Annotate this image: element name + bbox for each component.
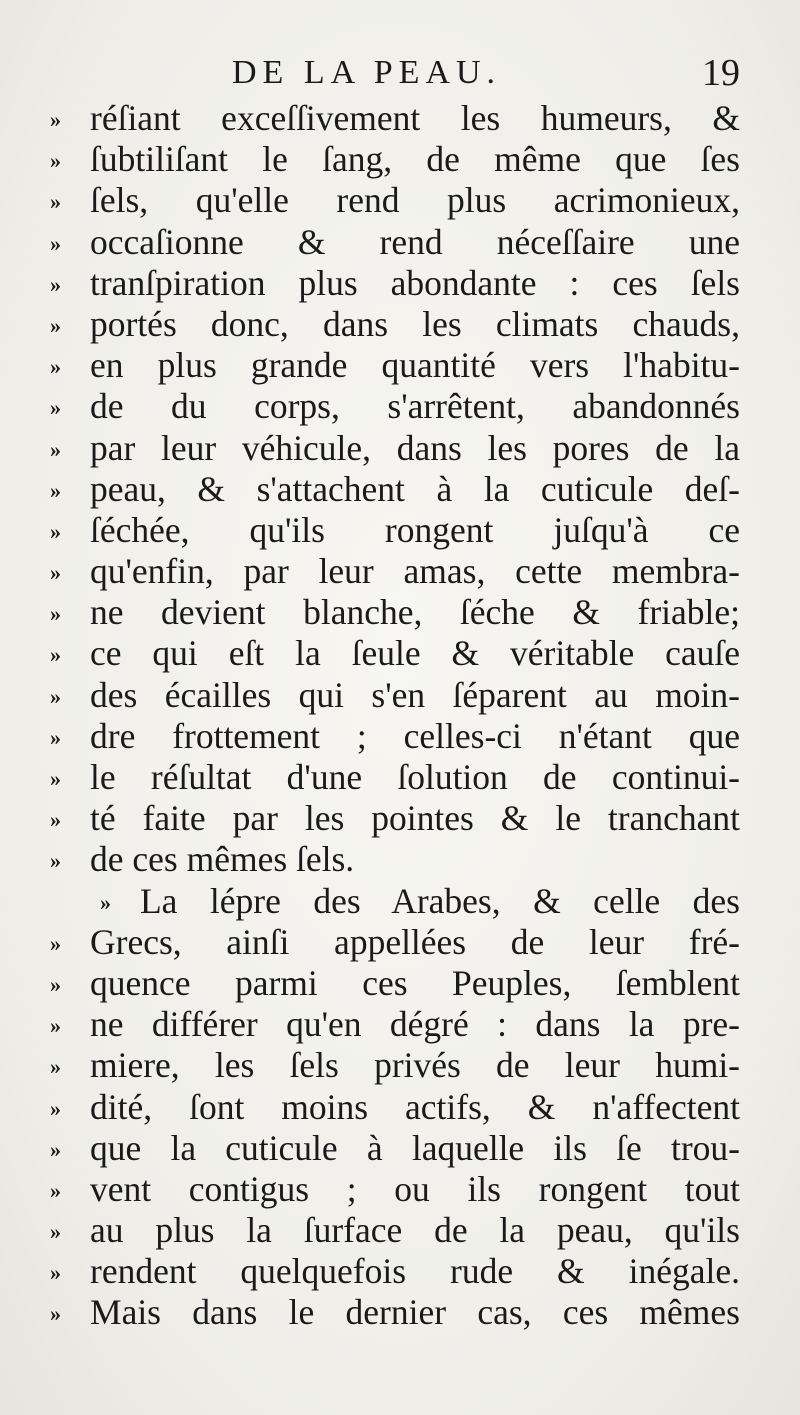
text-line [50, 345, 740, 386]
paragraph-start-line [50, 881, 740, 922]
quote-mark: » [50, 1095, 61, 1121]
quote-mark: » [50, 807, 61, 833]
quote-mark: » [50, 312, 61, 338]
quote-mark: » [100, 889, 111, 915]
line-text: ſéchée, qu'ils rongent juſqu'à ce [90, 509, 740, 550]
line-text: réſiant exceſſivement les humeurs, & [90, 98, 740, 138]
text-line [50, 757, 740, 798]
quote-mark: » [50, 560, 61, 586]
quote-mark: » [50, 148, 61, 174]
quote-mark: » [50, 518, 61, 544]
text-line [50, 1087, 740, 1128]
quote-mark: » [50, 1301, 61, 1327]
quote-mark: » [50, 107, 61, 132]
text-line [50, 139, 740, 180]
text-line [50, 263, 740, 304]
quote-mark: » [50, 642, 61, 668]
quote-mark: » [50, 230, 61, 256]
quote-mark: » [50, 436, 61, 462]
line-text: vent contigus ; ou ils rongent tout [90, 1168, 740, 1209]
text-line [50, 1210, 740, 1251]
line-text: que la cuticule à laquelle ils ſe trou- [90, 1127, 740, 1168]
text-line [50, 180, 740, 221]
text-line [50, 1251, 740, 1292]
text-line [50, 839, 740, 880]
text-line [50, 551, 740, 592]
quote-mark: » [50, 766, 61, 791]
quote-mark: » [50, 1013, 61, 1039]
text-line [50, 386, 740, 427]
line-text: ne devient blanche, ſéche & friable; [90, 592, 740, 633]
quote-mark: » [50, 271, 61, 297]
text-line [50, 98, 740, 139]
running-title: DE LA PEAU. [232, 54, 502, 91]
line-text: qu'enfin, par leur amas, cette membra- [90, 551, 740, 592]
line-text: Mais dans le dernier cas, ces mêmes [90, 1292, 740, 1333]
body-text [50, 98, 740, 1334]
quote-mark: » [50, 1219, 61, 1245]
text-line [50, 798, 740, 839]
page-number: 19 [702, 52, 740, 94]
line-text: des écailles qui s'en ſéparent au moin- [90, 674, 740, 715]
line-text: au plus la ſurface de la peau, qu'ils [90, 1210, 740, 1251]
line-text: en plus grande quantité vers l'habitu- [90, 345, 740, 386]
text-line [50, 675, 740, 716]
line-text: miere, les ſels privés de leur humi- [90, 1045, 740, 1086]
quote-mark: » [50, 189, 61, 215]
text-line [50, 222, 740, 263]
running-head [232, 48, 740, 98]
text-line [50, 304, 740, 345]
line-text: ſubtiliſant le ſang, de même que ſes [90, 139, 740, 180]
line-text: té faite par les pointes & le tranchant [90, 798, 740, 839]
quote-mark: » [50, 1136, 61, 1162]
text-line [50, 922, 740, 963]
line-text: portés donc, dans les climats chauds, [90, 303, 740, 344]
line-text: ce qui eſt la ſeule & véritable cauſe [90, 633, 740, 674]
line-text: rendent quelquefois rude & inégale. [90, 1251, 740, 1292]
quote-mark: » [50, 601, 61, 627]
text-line [50, 716, 740, 757]
text-line [50, 1045, 740, 1086]
line-text: dre frottement ; celles-ci n'étant que [90, 715, 740, 756]
quote-mark: » [50, 1177, 61, 1203]
quote-mark: » [50, 683, 61, 709]
text-line [50, 963, 740, 1004]
text-line [50, 1004, 740, 1045]
line-text: peau, & s'attachent à la cuticule deſ- [90, 468, 740, 509]
quote-mark: » [50, 930, 61, 956]
quote-mark: » [50, 848, 61, 874]
line-text: le réſultat d'une ſolution de continui- [90, 757, 740, 797]
text-line [50, 1169, 740, 1210]
text-line [50, 1292, 740, 1333]
quote-mark: » [50, 724, 61, 750]
line-text: par leur véhicule, dans les pores de la [90, 427, 740, 468]
line-text: La lépre des Arabes, & celle des [140, 880, 740, 921]
line-text: quence parmi ces Peuples, ſemblent [90, 962, 740, 1003]
text-line [50, 469, 740, 510]
line-text: Grecs, ainſi appellées de leur fré- [90, 921, 740, 962]
quote-mark: » [50, 971, 61, 997]
line-text: dité, ſont moins actifs, & n'affectent [90, 1086, 740, 1127]
line-text: ne différer qu'en dégré : dans la pre- [90, 1004, 740, 1045]
text-line [50, 592, 740, 633]
quote-mark: » [50, 1054, 61, 1080]
line-text: ſels, qu'elle rend plus acrimonieux, [90, 180, 740, 221]
quote-mark: » [50, 395, 61, 421]
line-text: occaſionne & rend néceſſaire une [90, 221, 740, 262]
quote-mark: » [50, 1260, 61, 1286]
text-line [50, 428, 740, 469]
text-line [50, 1128, 740, 1169]
quote-mark: » [50, 354, 61, 380]
line-text: de du corps, s'arrêtent, abandonnés [90, 386, 740, 427]
line-text: de ces mêmes ſels. [90, 839, 355, 880]
quote-mark: » [50, 477, 61, 503]
text-line [50, 633, 740, 674]
line-text: tranſpiration plus abondante : ces ſels [90, 262, 740, 303]
text-line [50, 510, 740, 551]
